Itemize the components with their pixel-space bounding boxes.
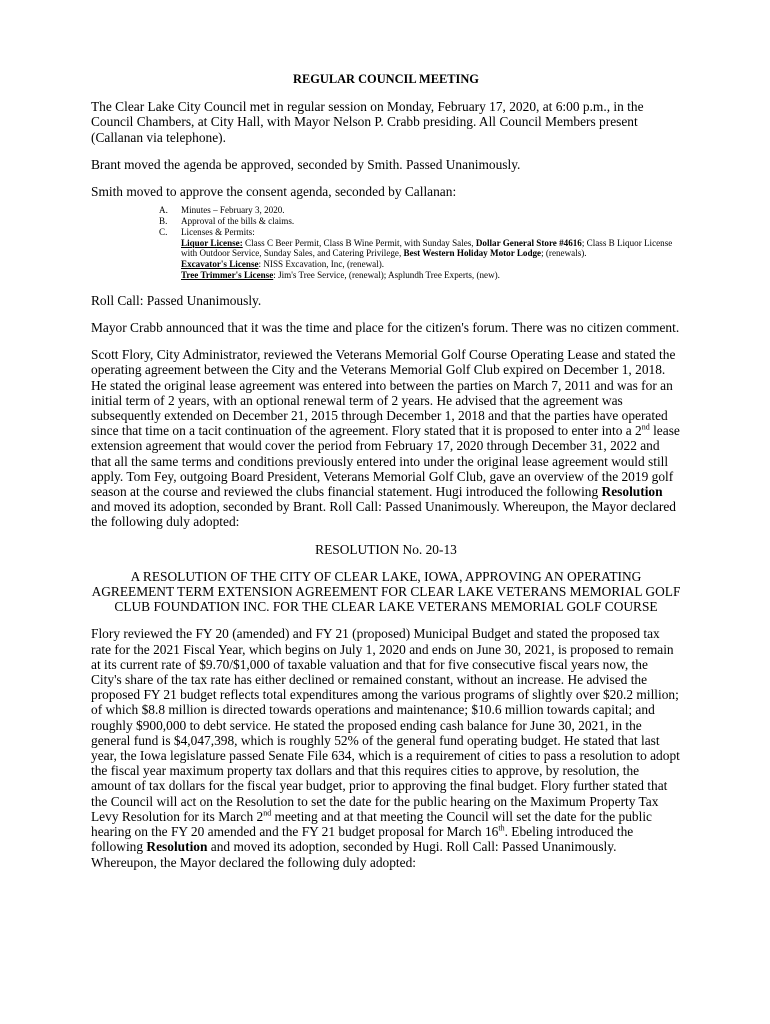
ordinal-suffix: nd — [263, 808, 272, 818]
liquor-license-label: Liquor License: — [181, 237, 243, 248]
liquor-license-entry — [181, 238, 681, 260]
tree-trimmer-license-entry — [181, 270, 681, 281]
item-text: Approval of the bills & claims. — [181, 216, 295, 227]
excavator-license-entry — [181, 259, 681, 270]
resolution-title: A RESOLUTION OF THE CITY OF CLEAR LAKE, IOWA, APPROVING AN OPERATING AGREEMENT TERM EXTENSION AGREEMENT FOR CLEAR LAKE VETERANS MEMORIAL GOLF CLUB FOUNDATION INC. FOR THE CLEAR LAKE VETERANS MEMORIAL GOLF COURSE — [91, 568, 681, 615]
liquor-text: ; Class B Liquor License with Outdoor Service, Sunday Sales, and Catering Privilege, — [181, 237, 673, 259]
item-marker: B. — [159, 216, 168, 227]
resolution-number: RESOLUTION No. 20-13 — [315, 541, 457, 557]
tree-trimmer-text: : Jim's Tree Service, (renewal); Asplundh Tree Experts, (new). — [273, 270, 500, 280]
document-title: REGULAR COUNCIL MEETING — [293, 72, 479, 86]
opening-paragraph: The Clear Lake City Council met in regular session on Monday, February 17, 2020, at 6:00 p.m., in the Council Chambers, at City Hall, with Mayor Nelson P. Crabb presiding. All Council Members present (Callanan via telephone). — [91, 99, 644, 145]
resolution-word: Resolution — [601, 484, 663, 500]
paragraph-text: meeting and at that meeting the Council will set the date for the public hearing on the FY 20 amended and the FY 21 budget proposal for March 16 — [91, 808, 652, 840]
roll-call: Roll Call: Passed Unanimously. — [91, 292, 262, 308]
paragraph-text: Scott Flory, City Administrator, reviewed the Veterans Memorial Golf Course Operating Lease and stated the operating agreement between the City and the Veterans Memorial Golf Club expired on December 1, 2018. He stated the original lease agreement was entered into between the parties on March 7, 2011 and was for an initial term of 2 years, with an optional renewal term of 2 years. He advised that the agreement was subsequently extended on December 21, 2015 through December 1, 2018 and that the parties have operated since that time on a tacit continuation of the agreement. Flory stated that it is proposed to enter into a 2 — [91, 347, 676, 439]
paragraph-text: lease extension agreement that would cover the period from February 17, 2020 through December 31, 2022 and that all the same terms and conditions previously entered into under the original lease agreement would still apply. Tom Fey, outgoing Board President, Veterans Memorial Golf Club, gave an overview of the 2019 golf season at the course and reviewed the clubs financial statement. Hugi introduced the following — [91, 423, 680, 500]
consent-item-c — [159, 227, 681, 281]
minutes-document — [91, 72, 681, 882]
budget-paragraph — [91, 626, 681, 869]
consent-agenda-list — [159, 205, 681, 281]
item-marker: A. — [159, 205, 168, 216]
item-text: Minutes – February 3, 2020. — [181, 205, 285, 216]
golf-lease-paragraph — [91, 347, 681, 529]
item-text: Licenses & Permits: — [181, 226, 255, 237]
paragraph-text: and moved its adoption, seconded by Brant. Roll Call: Passed Unanimously. Whereupon, the Mayor declared the following duly adopted: — [91, 499, 676, 530]
excavator-text: : NISS Excavation, Inc, (renewal). — [258, 259, 385, 270]
resolution-word: Resolution — [146, 839, 208, 855]
business-name: Best Western Holiday Motor Lodge — [403, 248, 542, 259]
ordinal-suffix: nd — [641, 422, 650, 432]
paragraph-text: and moved its adoption, seconded by Hugi. Roll Call: Passed Unanimously. Whereupon, the Mayor declared the following duly adopted: — [91, 839, 617, 870]
agenda-motion: Brant moved the agenda be approved, seconded by Smith. Passed Unanimously. — [91, 156, 521, 172]
excavator-license-label: Excavator's License — [181, 259, 259, 270]
paragraph-text: . Ebeling introduced the following — [91, 824, 634, 855]
ordinal-suffix: th — [498, 823, 505, 833]
consent-item-b — [159, 216, 681, 227]
business-name: Dollar General Store #4616 — [475, 237, 582, 248]
citizen-forum-paragraph: Mayor Crabb announced that it was the time and place for the citizen's forum. There was no citizen comment. — [91, 320, 680, 335]
paragraph-text: Flory reviewed the FY 20 (amended) and FY 21 (proposed) Municipal Budget and stated the proposed tax rate for the 2021 Fiscal Year, which begins on July 1, 2020 and ends on June 30, 2021, is proposed to remain at its current rate of $9.70/$1,000 of taxable valuation and that for five consecutive fiscal years now, the City's share of the tax rate has either declined or remained constant, without an increase. He advised the proposed FY 21 budget reflects total expenditures among the various programs of slightly over $20.2 million; of which $8.8 million is directed towards operations and maintenance; $10.6 million towards capital; and roughly $900,000 to debt service. He stated the proposed ending cash balance for June 30, 2021, in the general fund is $4,047,398, which is roughly 52% of the general fund operating budget. He stated that last year, the Iowa legislature passed Senate File 634, which is a requirement of cities to pass a resolution to adopt the fiscal year maximum property tax dollars and that this requires cities to approve, by resolution, the amount of tax dollars for the fiscal year budget, prior to approving the final budget. Flory further stated that the Council will act on the Resolution to set the date for the public hearing on the Maximum Property Tax Levy Resolution for its March 2 — [91, 626, 680, 824]
item-marker: C. — [159, 226, 168, 237]
consent-motion: Smith moved to approve the consent agenda, seconded by Callanan: — [91, 184, 457, 200]
tree-trimmer-license-label: Tree Trimmer's License — [181, 270, 274, 280]
consent-item-a — [159, 205, 681, 216]
liquor-text: Class C Beer Permit, Class B Wine Permit, with Sunday Sales, — [242, 237, 476, 248]
liquor-text: ; (renewals). — [541, 248, 587, 259]
